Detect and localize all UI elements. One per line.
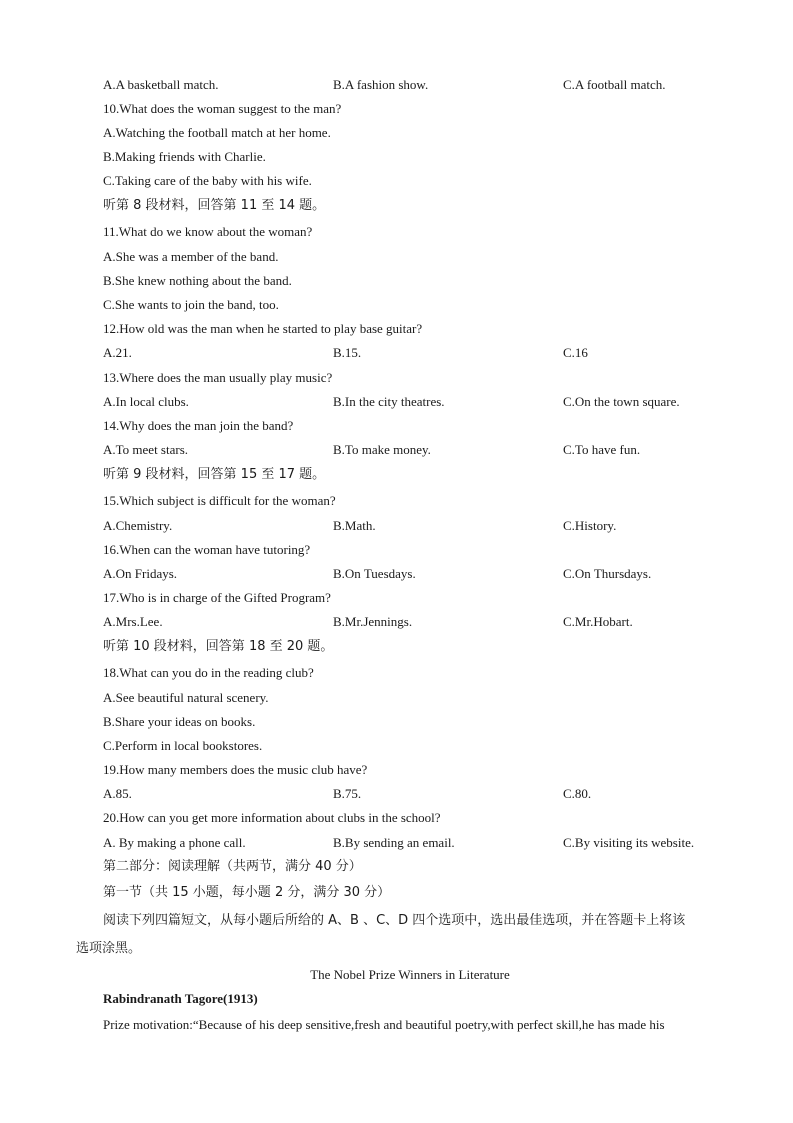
option-c: C.16 bbox=[563, 345, 588, 360]
option-b: B.75. bbox=[333, 786, 362, 801]
question-20: 20.How can you get more information about clubs in the school? bbox=[103, 810, 441, 825]
question-18: 18.What can you do in the reading club? bbox=[103, 665, 314, 680]
option-a: A.See beautiful natural scenery. bbox=[103, 690, 269, 705]
question-11: 11.What do we know about the woman? bbox=[103, 224, 313, 239]
question-15: 15.Which subject is difficult for the woman? bbox=[103, 493, 336, 508]
question-19: 19.How many members does the music club have? bbox=[103, 762, 368, 777]
option-b: B.She knew nothing about the band. bbox=[103, 273, 292, 288]
option-a: A.She was a member of the band. bbox=[103, 249, 279, 264]
option-b: B.On Tuesdays. bbox=[333, 566, 416, 581]
option-a: A.21. bbox=[103, 345, 132, 360]
option-b: B.By sending an email. bbox=[333, 835, 455, 850]
option-c: C.To have fun. bbox=[563, 442, 641, 457]
instruction-line-2: 选项涂黑。 bbox=[76, 941, 142, 956]
option-a: A.In local clubs. bbox=[103, 394, 189, 409]
option-a: A. By making a phone call. bbox=[103, 835, 246, 850]
prize-motivation: Prize motivation:“Because of his deep sensitive,fresh and beautiful poetry,with perfect skill,he has made his bbox=[103, 1017, 665, 1032]
question-16: 16.When can the woman have tutoring? bbox=[103, 542, 311, 557]
option-c: C.History. bbox=[563, 518, 617, 533]
option-b: B.To make money. bbox=[333, 442, 431, 457]
instruction-line-1: 阅读下列四篇短文，从每小题后所给的 A、B 、C、D 四个选项中，选出最佳选项，并在答题卡上将该 bbox=[103, 913, 686, 928]
option-c: C.On the town square. bbox=[563, 394, 680, 409]
section-heading-8: 听第 8 段材料，回答第 11 至 14 题。 bbox=[103, 198, 326, 213]
question-14: 14.Why does the man join the band? bbox=[103, 418, 294, 433]
section-heading-9: 听第 9 段材料，回答第 15 至 17 题。 bbox=[103, 467, 326, 482]
option-a: A.85. bbox=[103, 786, 132, 801]
option-b: B.15. bbox=[333, 345, 362, 360]
option-c: C.80. bbox=[563, 786, 592, 801]
option-c: C.She wants to join the band, too. bbox=[103, 297, 279, 312]
option-c: C.By visiting its website. bbox=[563, 835, 695, 850]
option-c: C.Perform in local bookstores. bbox=[103, 738, 263, 753]
passage-title: The Nobel Prize Winners in Literature bbox=[310, 967, 510, 982]
option-b: B.In the city theatres. bbox=[333, 394, 445, 409]
option-c: C.Mr.Hobart. bbox=[563, 614, 633, 629]
part2-section1-heading: 第一节（共 15 小题，每小题 2 分，满分 30 分） bbox=[103, 885, 391, 900]
question-13: 13.Where does the man usually play music? bbox=[103, 370, 333, 385]
question-10: 10.What does the woman suggest to the man? bbox=[103, 101, 342, 116]
option-b: B.Mr.Jennings. bbox=[333, 614, 413, 629]
option-a: A.Mrs.Lee. bbox=[103, 614, 163, 629]
question-12: 12.How old was the man when he started to play base guitar? bbox=[103, 321, 423, 336]
option-b: B.A fashion show. bbox=[333, 77, 429, 92]
question-17: 17.Who is in charge of the Gifted Program? bbox=[103, 590, 331, 605]
option-a: A.To meet stars. bbox=[103, 442, 189, 457]
option-b: B.Share your ideas on books. bbox=[103, 714, 256, 729]
option-c: C.Taking care of the baby with his wife. bbox=[103, 173, 312, 188]
option-c: C.On Thursdays. bbox=[563, 566, 652, 581]
winner-name: Rabindranath Tagore(1913) bbox=[103, 991, 258, 1006]
option-a: A.A basketball match. bbox=[103, 77, 219, 92]
option-a: A.Chemistry. bbox=[103, 518, 173, 533]
option-a: A.Watching the football match at her home. bbox=[103, 125, 331, 140]
option-b: B.Math. bbox=[333, 518, 376, 533]
option-c: C.A football match. bbox=[563, 77, 666, 92]
option-b: B.Making friends with Charlie. bbox=[103, 149, 266, 164]
part2-heading: 第二部分：阅读理解（共两节，满分 40 分） bbox=[103, 859, 362, 874]
section-heading-10: 听第 10 段材料，回答第 18 至 20 题。 bbox=[103, 639, 334, 654]
option-a: A.On Fridays. bbox=[103, 566, 178, 581]
